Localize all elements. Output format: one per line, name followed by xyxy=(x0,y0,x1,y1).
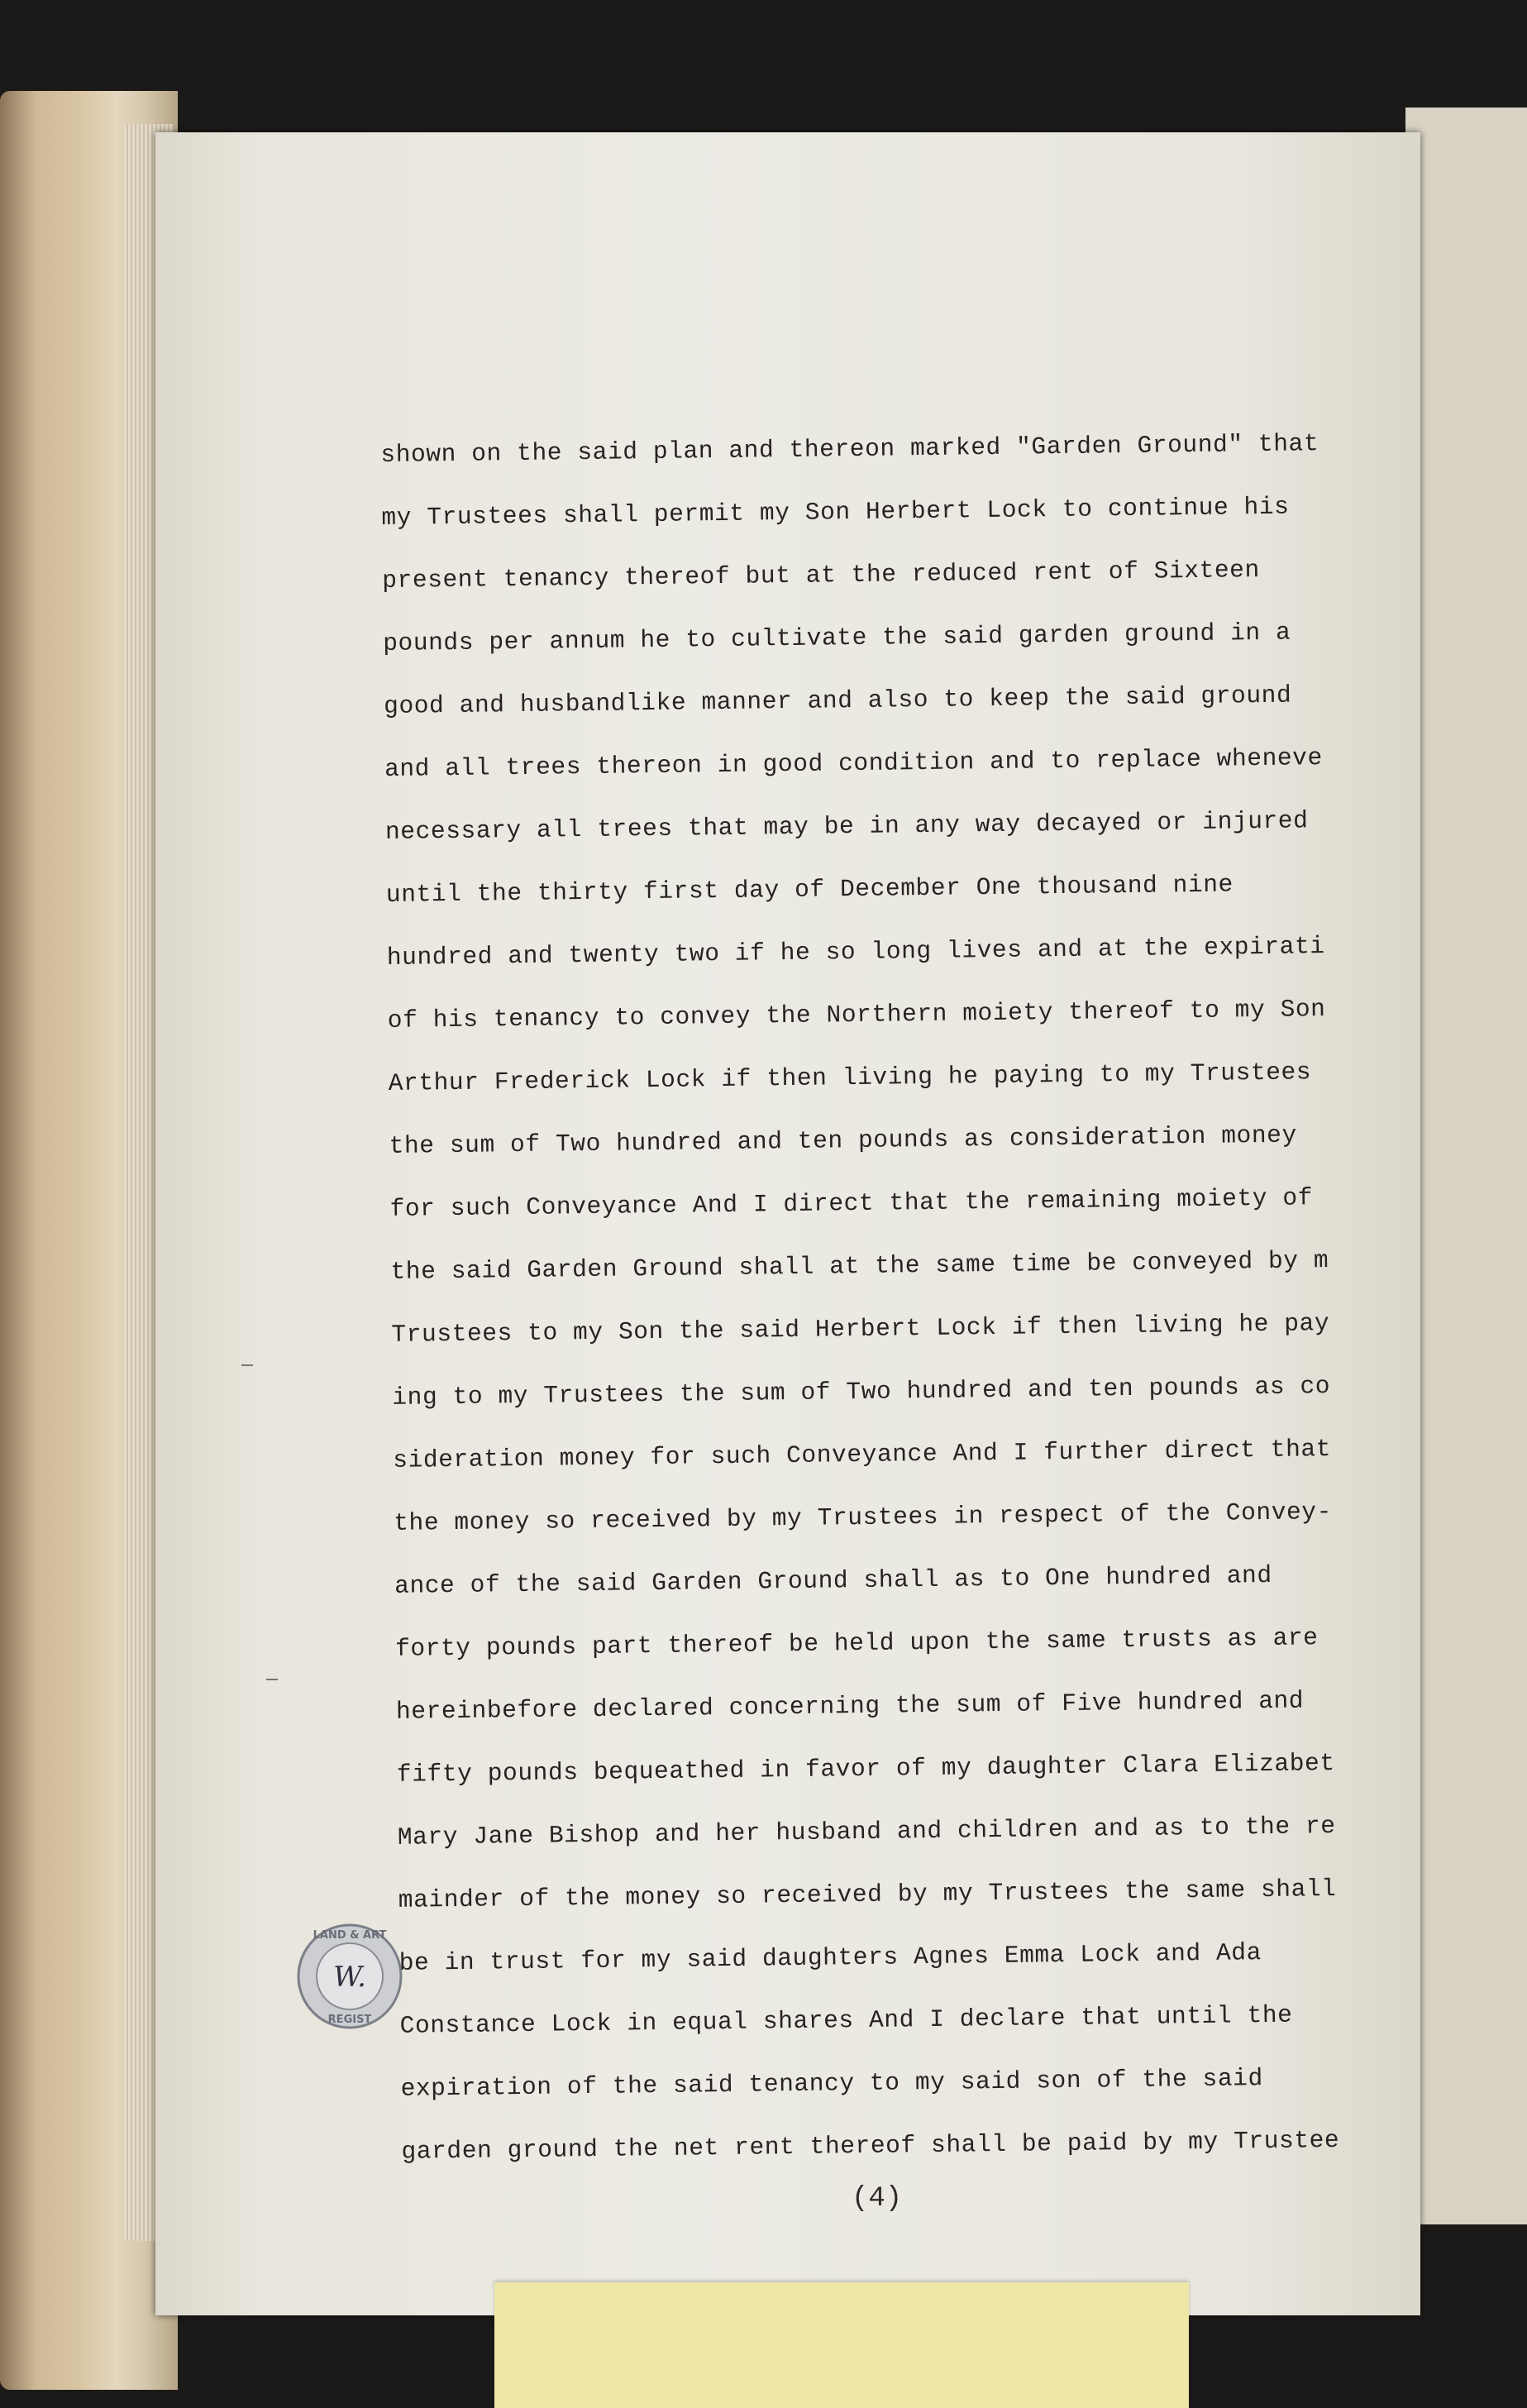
text-line: Arthur Frederick Lock if then living he paying to my Trustees xyxy=(388,1058,1312,1097)
text-line: be in trust for my said daughters Agnes Emma Lock and Ada xyxy=(398,1938,1262,1977)
text-line: forty pounds part thereof be held upon the same trusts as are xyxy=(394,1623,1319,1663)
text-line: pounds per annum he to cultivate the said garden ground in a xyxy=(383,618,1291,657)
text-line: mainder of the money so received by my Trustees the same shall xyxy=(398,1875,1337,1914)
text-line: the money so received by my Trustees in respect of the Convey- xyxy=(394,1498,1333,1537)
text-line: until the thirty first day of December One thousand nine xyxy=(385,870,1234,909)
text-line: hereinbefore declared concerning the sum of Five hundred and xyxy=(395,1686,1305,1726)
margin-mark xyxy=(266,1679,278,1680)
registry-stamp-icon xyxy=(292,1918,408,2034)
text-line: ing to my Trustees the sum of Two hundred and ten pounds as co xyxy=(392,1372,1331,1412)
stamp-label-top: LAND & ART xyxy=(313,1929,387,1942)
text-line: of his tenancy to convey the Northern moiety thereof to my Son xyxy=(387,995,1326,1034)
text-line: fifty pounds bequeathed in favor of my daughter Clara Elizabet xyxy=(396,1749,1335,1789)
text-line: sideration money for such Conveyance And I further direct that xyxy=(393,1435,1332,1474)
text-line: necessary all trees that may be in any way decayed or injured xyxy=(384,806,1309,846)
text-line: good and husbandlike manner and also to keep the said ground xyxy=(383,681,1292,720)
text-line: for such Conveyance And I direct that the remaining moiety of xyxy=(389,1183,1314,1223)
stamp-label-bottom: REGIST xyxy=(327,2014,372,2026)
margin-mark xyxy=(241,1364,253,1366)
text-line: shown on the said plan and thereon marked "Garden Ground" that xyxy=(380,429,1319,469)
text-line: garden ground the net rent thereof shall be paid by my Trustee xyxy=(401,2125,1340,2166)
text-line: and all trees thereon in good condition and to replace wheneve xyxy=(384,743,1324,783)
sticky-note xyxy=(494,2282,1189,2408)
text-line: present tenancy thereof but at the reduced rent of Sixteen xyxy=(382,556,1261,595)
text-line: Constance Lock in equal shares And I declare that until the xyxy=(399,2000,1293,2040)
stamp-initial: W. xyxy=(333,1961,366,1994)
text-line: the said Garden Ground shall at the same time be conveyed by m xyxy=(390,1246,1329,1286)
text-line: expiration of the said tenancy to my said son of the said xyxy=(400,2064,1264,2103)
text-line: my Trustees shall permit my Son Herbert Lock to continue his xyxy=(381,492,1290,532)
text-line: Trustees to my Son the said Herbert Lock if then living he pay xyxy=(391,1309,1330,1349)
document-body xyxy=(380,410,1452,2182)
text-line: Mary Jane Bishop and her husband and children and as to the re xyxy=(397,1812,1336,1851)
page-number: (4) xyxy=(852,2183,903,2214)
text-line: the sum of Two hundred and ten pounds as consideration money xyxy=(389,1120,1297,1160)
text-line: hundred and twenty two if he so long lives and at the expirati xyxy=(386,932,1325,972)
text-line: ance of the said Garden Ground shall as to One hundred and xyxy=(394,1560,1272,1600)
